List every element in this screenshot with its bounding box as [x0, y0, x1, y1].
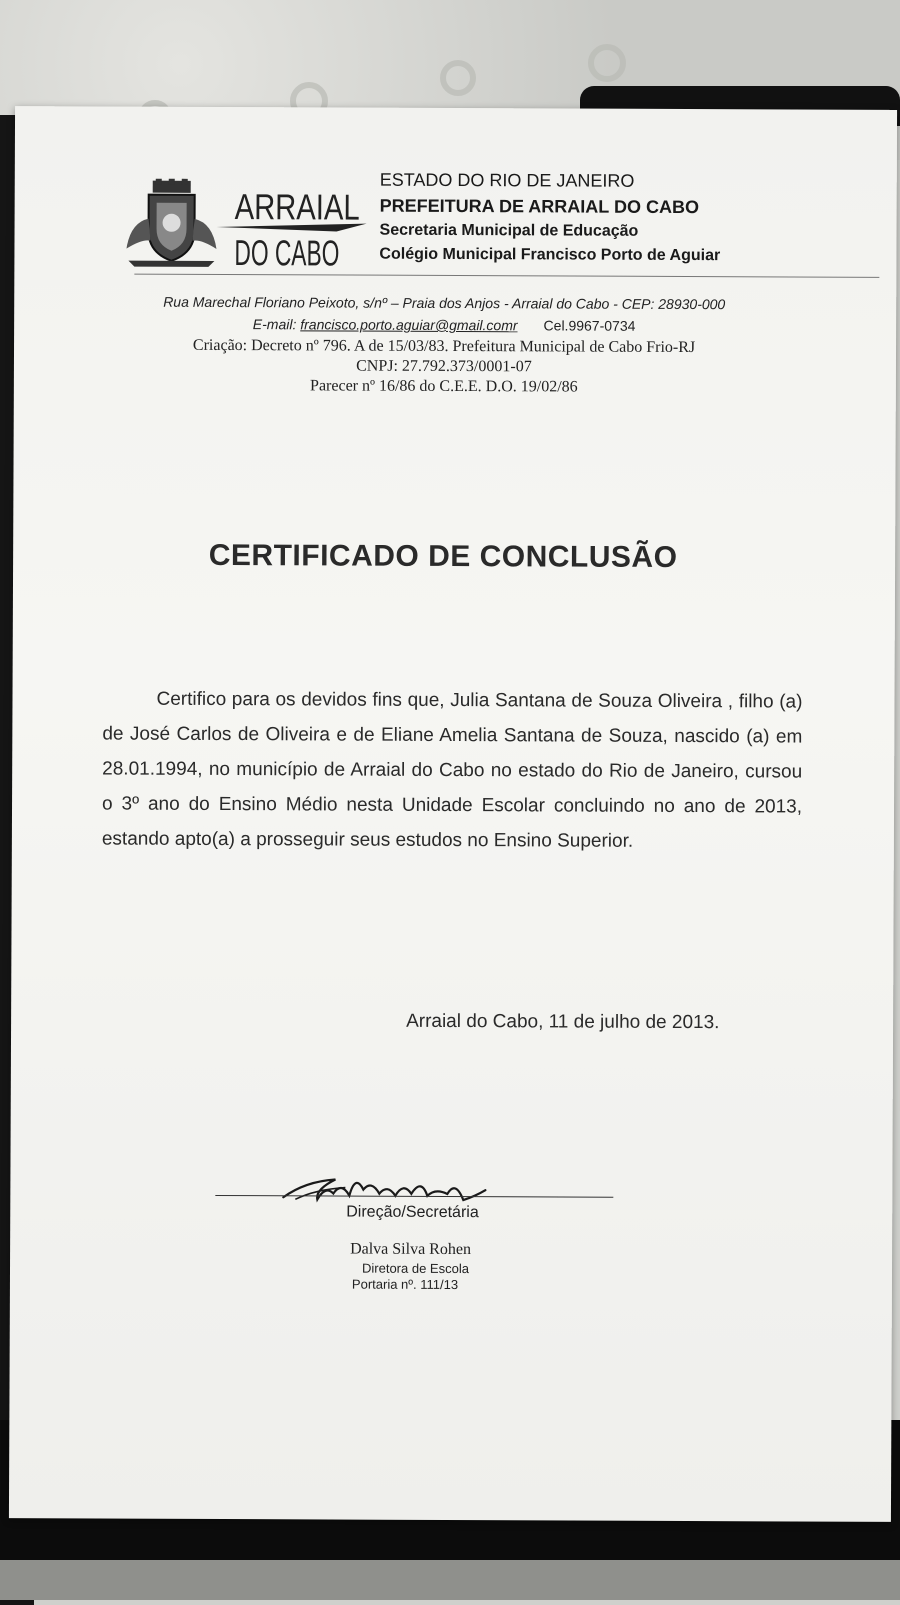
document-title: CERTIFICADO DE CONCLUSÃO: [208, 538, 678, 574]
signer-portaria: Portaria nº. 111/13: [351, 1276, 459, 1293]
body-details: , filho (a) de José Carlos de Oliveira e de Eliane Amelia Santana de Souza, nascido (a) em 28.01.1994, no município de Arraial do Cabo no estado do Rio de Janeiro, cursou o 3º ano do Ensino Médio nesta Unidade Escolar concluindo no ano de 2013, estando apto(a) a prosseguir seus estudos no Ensino Superior.: [101, 691, 803, 852]
certificate-body: [102, 681, 803, 859]
parecer: Parecer nº 16/86 do C.E.E. D.O. 19/02/86: [310, 377, 578, 396]
contact-line: [14, 315, 874, 335]
table-surface: [0, 1560, 900, 1600]
email-link[interactable]: francisco.porto.aguiar@gmail.comr: [300, 316, 518, 334]
signer-title: Diretora de Escola: [361, 1260, 470, 1277]
creation-decree: Criação: Decreto nº 796. A de 15/03/83. Prefeitura Municipal de Cabo Frio-RJ: [192, 336, 696, 357]
certificate-paper: [9, 106, 897, 1522]
state-name: ESTADO DO RIO DE JANEIRO: [379, 169, 635, 191]
place-and-date: Arraial do Cabo, 11 de julho de 2013.: [406, 1010, 720, 1034]
signer-name: Dalva Silva Rohen: [350, 1240, 472, 1259]
institution-header: [379, 169, 840, 265]
colegio-name: Colégio Municipal Francisco Porto de Aguiar: [379, 245, 721, 265]
phone-number: Cel.9967-0734: [543, 317, 636, 334]
arraial-do-cabo-logo: [216, 179, 401, 274]
student-name: Julia Santana de Souza Oliveira: [450, 689, 723, 713]
email-label: E-mail:: [252, 316, 301, 333]
logo-line1: ARRAIAL: [234, 186, 389, 228]
cnpj: CNPJ: 27.792.373/0001-07: [356, 357, 532, 376]
secretaria-name: Secretaria Municipal de Educação: [379, 221, 639, 240]
school-address: Rua Marechal Floriano Peixoto, s/nº – Praia dos Anjos - Arraial do Cabo - CEP: 28930-000: [163, 293, 726, 313]
handwritten-signature: [275, 1159, 495, 1210]
logo-line2: DO CABO: [234, 232, 401, 274]
signature-role: Direção/Secretária: [346, 1203, 479, 1222]
header-divider: [134, 274, 879, 278]
coat-of-arms-icon: [122, 179, 220, 269]
body-intro: Certifico para os devidos fins que,: [156, 688, 451, 711]
prefeitura-name: PREFEITURA DE ARRAIAL DO CABO: [379, 195, 700, 218]
